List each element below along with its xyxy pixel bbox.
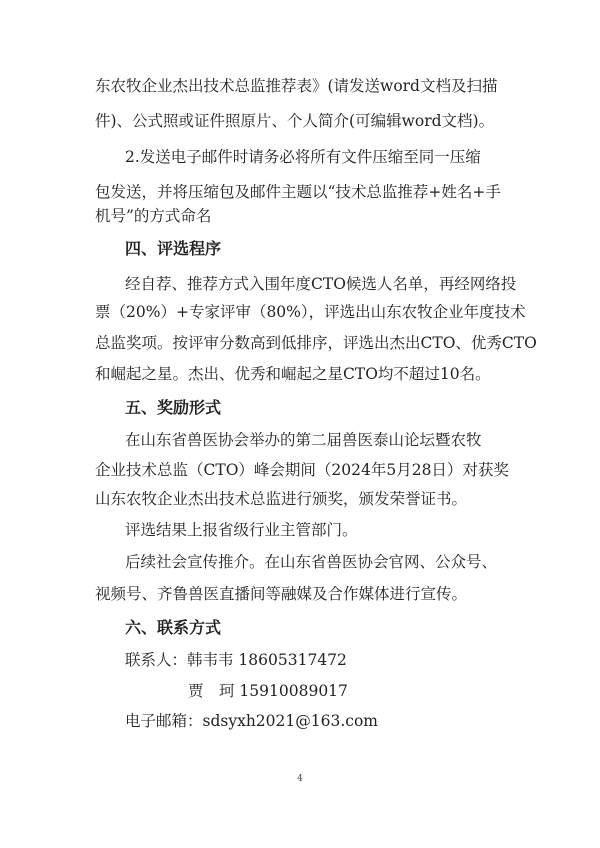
body-line: 视频号、齐鲁兽医直播间等融媒及合作媒体进行宣传。: [95, 585, 468, 603]
body-line: 总监奖项。按评审分数高到低排序，评选出杰出CTO、优秀CTO: [95, 334, 537, 352]
body-line: 票（20%）+专家评审（80%），评选出山东农牧企业年度技术: [95, 303, 526, 321]
body-line: 在山东省兽医协会举办的第二届兽医泰山论坛暨农牧: [125, 431, 482, 449]
body-line: 企业技术总监（CTO）峰会期间（2024年5月28日）对获奖: [95, 461, 509, 479]
contact-line: 联系人：韩韦韦 18605317472: [125, 651, 347, 669]
body-line: 山东农牧企业杰出技术总监进行颁奖，颁发荣誉证书。: [95, 490, 468, 508]
body-line: 件)、公式照或证件照原片、个人简介(可编辑word文档)。: [95, 112, 495, 130]
body-line: 后续社会宣传推介。在山东省兽医协会官网、公众号、: [125, 553, 498, 571]
body-line: 2.发送电子邮件时请务必将所有文件压缩至同一压缩: [125, 148, 481, 166]
body-line: 机号”的方式命名: [95, 207, 212, 225]
body-line: 经自荐、推荐方式入围年度CTO候选人名单，再经网络投: [125, 275, 517, 293]
email-line: 电子邮箱：sdsyxh2021@163.com: [125, 712, 378, 730]
body-line: 和崛起之星。杰出、优秀和崛起之星CTO均不超过10名。: [95, 365, 491, 383]
body-line: 评选结果上报省级行业主管部门。: [125, 521, 358, 539]
body-line: 包发送，并将压缩包及邮件主题以“技术总监推荐+姓名+手: [95, 183, 501, 201]
section-heading: 六、联系方式: [125, 618, 222, 637]
contact-line: 贾 珂 15910089017: [188, 682, 348, 700]
body-line: 东农牧企业杰出技术总监推荐表》(请发送word文档及扫描: [95, 77, 498, 95]
section-heading: 四、评选程序: [125, 239, 222, 258]
page-number: 4: [297, 774, 303, 784]
section-heading: 五、奖励形式: [125, 398, 222, 417]
